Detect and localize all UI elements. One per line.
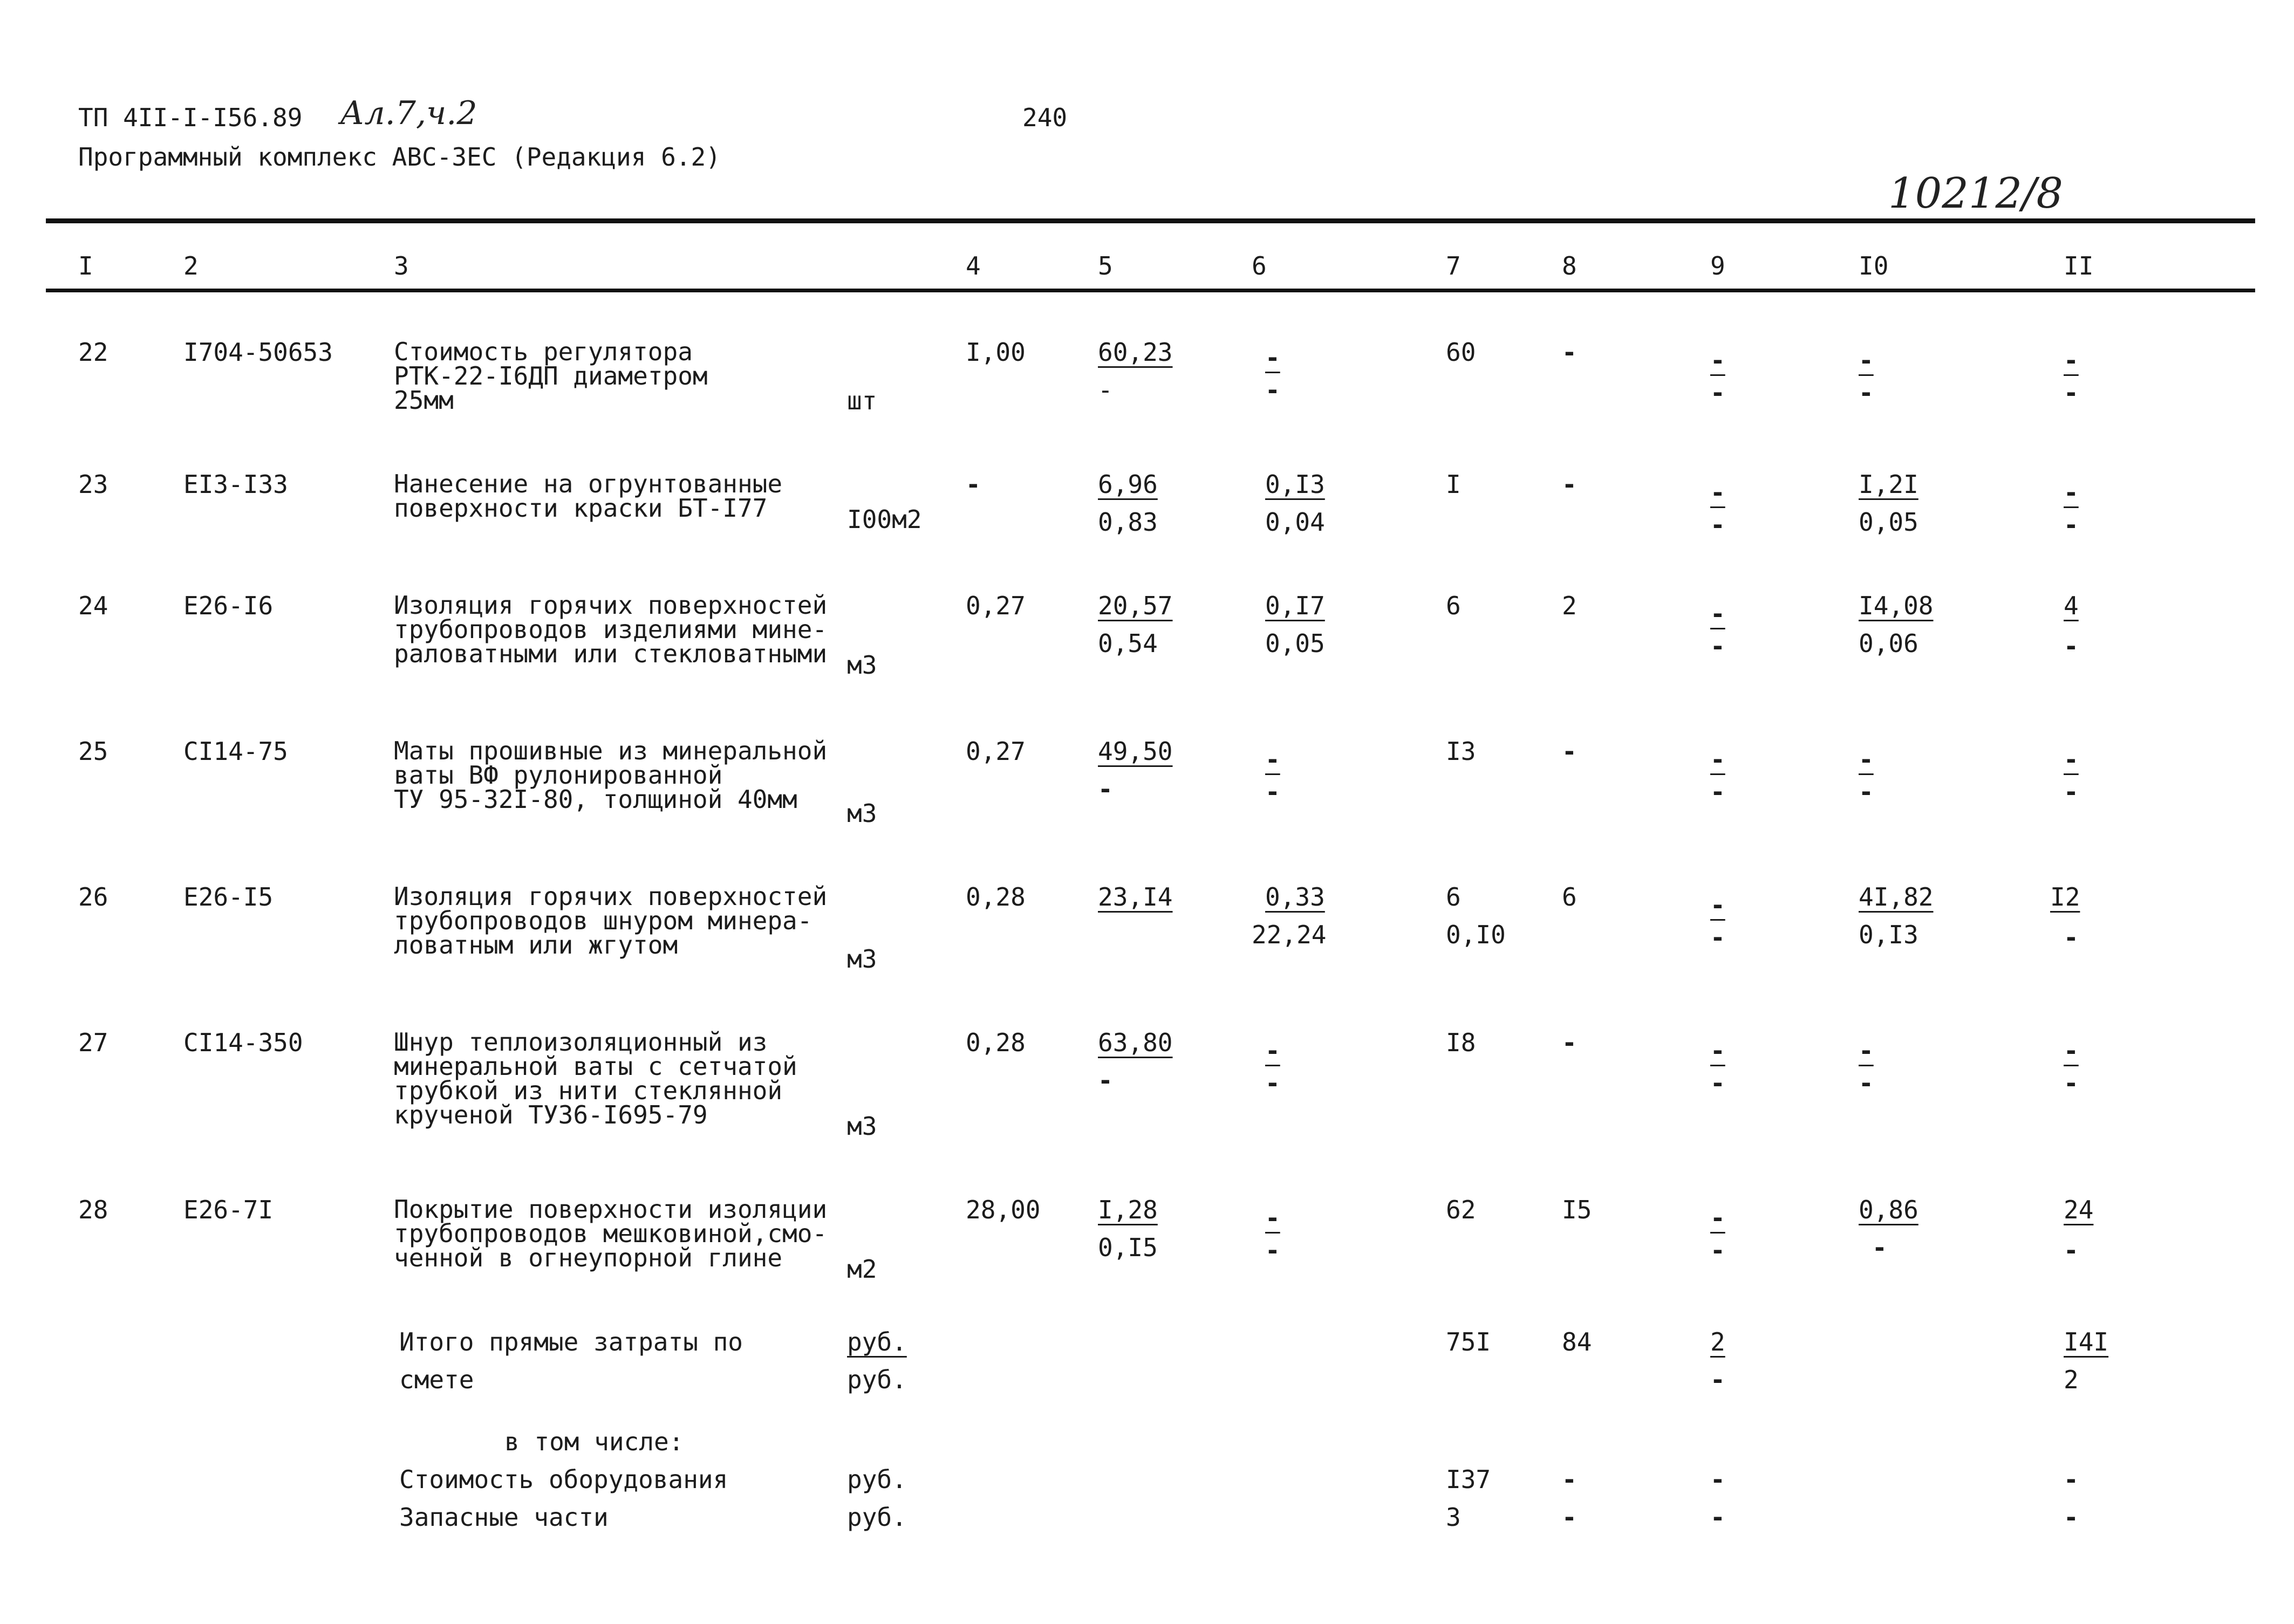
col8-value: 2 [1562, 591, 1577, 620]
col9-lower: - [1710, 510, 1725, 539]
col9-upper: - [1710, 1036, 1725, 1065]
col9-lower: - [1710, 378, 1725, 407]
totals-col9-lower: - [1710, 1365, 1725, 1394]
col6-lower: 0,04 [1265, 508, 1325, 537]
col6-lower: 22,24 [1252, 920, 1327, 949]
col11-upper: 4 [2064, 591, 2079, 620]
col9-lower: - [1710, 777, 1725, 806]
col8-value: - [1562, 470, 1577, 499]
description-line: Изоляция горячих поверхностей [394, 591, 828, 620]
spare-parts-col9: - [1710, 1503, 1725, 1532]
description-line: 25мм [394, 386, 454, 415]
row-code: EI3-I33 [183, 470, 288, 499]
spare-parts-col11: - [2064, 1503, 2079, 1532]
col8-value: 6 [1562, 882, 1577, 912]
equipment-cost-col11: - [2064, 1465, 2079, 1494]
description-line: трубопроводов изделиями мине- [394, 615, 828, 644]
row-description [394, 1197, 827, 1270]
row-unit: шт [847, 386, 877, 415]
col5-lower: 0,I5 [1098, 1233, 1158, 1262]
row-number: 22 [78, 338, 108, 367]
equipment-cost-col9: - [1710, 1465, 1725, 1494]
col6-lower: - [1265, 1236, 1280, 1265]
totals-label-line1: Итого прямые затраты по [399, 1327, 743, 1356]
col5-lower: 0,54 [1098, 629, 1158, 658]
col8-value: - [1562, 338, 1577, 367]
row-code: E26-I5 [183, 882, 274, 912]
col-header-9: 9 [1710, 251, 1725, 280]
row-quantity: 28,00 [966, 1195, 1041, 1224]
row-unit: м3 [847, 1112, 877, 1141]
col11-upper: - [2064, 346, 2079, 375]
row-number: 24 [78, 591, 108, 620]
page-number: 240 [1022, 103, 1068, 132]
col10-lower: - [1859, 777, 1874, 806]
col11-lower: - [2064, 1068, 2079, 1098]
col10-lower: 0,06 [1859, 629, 1919, 658]
spare-parts-col8: - [1562, 1503, 1577, 1532]
description-line: минеральной ваты с сетчатой [394, 1052, 797, 1081]
col9-lower: - [1710, 632, 1725, 661]
col8-value: - [1562, 1028, 1577, 1057]
col-header-5: 5 [1098, 251, 1113, 280]
col-header-11: II [2064, 251, 2094, 280]
col6-upper: - [1265, 343, 1280, 372]
header-top-rule [46, 218, 2255, 223]
totals-col9-upper: 2 [1710, 1327, 1725, 1356]
col6-upper: 0,I3 [1265, 470, 1325, 499]
row-quantity: 0,28 [966, 1028, 1026, 1057]
col6-lower: - [1265, 375, 1280, 405]
col6-lower: 0,05 [1265, 629, 1325, 658]
col-header-3: 3 [394, 251, 409, 280]
col10-upper: I4,08 [1859, 591, 1934, 620]
handwritten-stamp: 10212/8 [1888, 169, 2064, 218]
row-unit: м3 [847, 650, 877, 680]
description-line: ваты ВФ рулонированной [394, 760, 723, 790]
description-line: ТУ 95-32I-80, толщиной 40мм [394, 785, 797, 814]
col6-upper: - [1265, 1036, 1280, 1065]
col10-lower: 0,05 [1859, 508, 1919, 537]
col10-lower: - [1859, 1068, 1874, 1098]
description-line: ченной в огнеупорной глине [394, 1243, 783, 1272]
totals-col11-upper: I4I [2064, 1327, 2109, 1356]
row-description [394, 882, 828, 960]
col5-upper: 49,50 [1098, 737, 1173, 766]
col10-lower: - [1859, 378, 1874, 407]
album-handwritten-note: Ал.7,ч.2 [340, 94, 477, 132]
row-description [394, 469, 783, 523]
equipment-cost-col8: - [1562, 1465, 1577, 1494]
row-description [394, 736, 828, 814]
col5-upper: 23,I4 [1098, 882, 1173, 912]
row-number: 26 [78, 882, 108, 912]
col11-upper: 24 [2064, 1195, 2094, 1224]
row-quantity: I,00 [966, 338, 1026, 367]
col10-lower: 0,I3 [1859, 920, 1919, 949]
totals-col11-lower: 2 [2064, 1365, 2079, 1394]
col6-upper: 0,I7 [1265, 591, 1325, 620]
col6-lower: - [1265, 1068, 1280, 1098]
col9-upper: - [1710, 890, 1725, 920]
row-code: E26-7I [183, 1195, 274, 1224]
col11-upper: I2 [2050, 882, 2080, 912]
row-description [394, 337, 708, 415]
col5-lower: - [1098, 1066, 1113, 1095]
totals-col7: 75I [1446, 1327, 1491, 1356]
col7-upper: 6 [1446, 882, 1461, 912]
description-line: трубопроводов шнуром минера- [394, 906, 813, 935]
col11-lower: - [2064, 378, 2079, 407]
col10-upper: - [1859, 745, 1874, 774]
col9-upper: - [1710, 599, 1725, 628]
row-code: CI14-75 [183, 737, 288, 766]
col9-upper: - [1710, 346, 1725, 375]
header-bottom-rule [46, 289, 2255, 292]
row-number: 27 [78, 1028, 108, 1057]
col6-lower: - [1265, 777, 1280, 806]
equipment-cost-col7: I37 [1446, 1465, 1491, 1494]
col5-upper: 60,23 [1098, 338, 1173, 367]
row-code: I704-50653 [183, 338, 333, 367]
col7-value: 60 [1446, 338, 1476, 367]
col11-lower: - [2064, 1236, 2079, 1265]
col9-upper: - [1710, 478, 1725, 507]
col9-lower: - [1710, 1068, 1725, 1098]
row-quantity: 0,27 [966, 737, 1026, 766]
description-line: поверхности краски БТ-I77 [394, 494, 768, 523]
row-description [394, 1027, 797, 1129]
row-description [394, 593, 827, 666]
col6-upper: - [1265, 745, 1280, 774]
description-line: Изоляция горячих поверхностей [394, 882, 828, 911]
equipment-cost-unit: руб. [847, 1465, 907, 1494]
col10-upper: - [1859, 1036, 1874, 1065]
col10-upper: I,2I [1859, 470, 1919, 499]
col7-lower: 0,I0 [1446, 920, 1506, 949]
description-line: Маты прошивные из минеральной [394, 736, 828, 765]
col5-upper: I,28 [1098, 1195, 1158, 1224]
col5-upper: 20,57 [1098, 591, 1173, 620]
col10-upper: 0,86 [1859, 1195, 1919, 1224]
row-quantity: - [966, 470, 981, 499]
col-header-10: I0 [1859, 251, 1889, 280]
spare-parts-label: Запасные части [399, 1503, 609, 1532]
description-line: трубкой из нити стеклянной [394, 1076, 783, 1105]
row-unit: м3 [847, 944, 877, 974]
col6-upper: - [1265, 1203, 1280, 1232]
description-line: ловатным или жгутом [394, 930, 678, 960]
row-number: 25 [78, 737, 108, 766]
row-code: E26-I6 [183, 591, 274, 620]
col-header-2: 2 [183, 251, 199, 280]
col8-value: I5 [1562, 1195, 1592, 1224]
col-header-4: 4 [966, 251, 981, 280]
row-quantity: 0,27 [966, 591, 1026, 620]
col5-upper: 6,96 [1098, 470, 1158, 499]
col-header-6: 6 [1252, 251, 1267, 280]
col10-upper: - [1859, 346, 1874, 375]
including-label: в том числе: [504, 1427, 684, 1456]
col9-lower: - [1710, 923, 1725, 952]
col11-lower: - [2064, 923, 2079, 952]
col5-lower: - [1098, 375, 1113, 405]
col10-lower: - [1872, 1233, 1887, 1262]
description-line: Шнур теплоизоляционный из [394, 1027, 768, 1057]
row-quantity: 0,28 [966, 882, 1026, 912]
col-header-8: 8 [1562, 251, 1577, 280]
equipment-cost-label: Стоимость оборудования [399, 1465, 728, 1494]
col9-upper: - [1710, 1203, 1725, 1232]
software-caption: Программный комплекс АВС-ЗЕС (Редакция 6.2) [78, 142, 721, 172]
description-line: Покрытие поверхности изоляции [394, 1195, 828, 1224]
row-unit: I00м2 [847, 505, 922, 534]
col7-value: I [1446, 470, 1461, 499]
totals-unit-2: руб. [847, 1365, 907, 1394]
col7-value: I8 [1446, 1028, 1476, 1057]
description-line: раловатными или стекловатными [394, 639, 828, 668]
description-line: крученой ТУ36-I695-79 [394, 1100, 708, 1129]
col7-value: 6 [1446, 591, 1461, 620]
col6-upper: 0,33 [1265, 882, 1325, 912]
row-number: 28 [78, 1195, 108, 1224]
col9-lower: - [1710, 1236, 1725, 1265]
col11-lower: - [2064, 632, 2079, 661]
col-header-7: 7 [1446, 251, 1461, 280]
spare-parts-col7: 3 [1446, 1503, 1461, 1532]
totals-unit-1: руб. [847, 1327, 907, 1356]
col5-lower: - [1098, 775, 1113, 804]
col11-lower: - [2064, 510, 2079, 539]
spare-parts-unit: руб. [847, 1503, 907, 1532]
totals-col8: 84 [1562, 1327, 1592, 1356]
col-header-1: I [78, 251, 93, 280]
row-unit: м3 [847, 799, 877, 828]
col11-upper: - [2064, 745, 2079, 774]
description-line: Нанесение на огрунтованные [394, 469, 783, 498]
description-line: Стоимость регулятора [394, 337, 693, 366]
col11-upper: - [2064, 1036, 2079, 1065]
col11-upper: - [2064, 478, 2079, 507]
row-unit: м2 [847, 1255, 877, 1284]
col5-upper: 63,80 [1098, 1028, 1173, 1057]
col10-upper: 4I,82 [1859, 882, 1934, 912]
totals-label-line2: смете [399, 1365, 474, 1394]
col11-lower: - [2064, 777, 2079, 806]
col7-value: I3 [1446, 737, 1476, 766]
row-number: 23 [78, 470, 108, 499]
document-id: ТП 4II-I-I56.89 [78, 103, 303, 132]
col7-value: 62 [1446, 1195, 1476, 1224]
description-line: трубопроводов мешковиной,смо- [394, 1219, 828, 1248]
description-line: РТК-22-I6ДП диаметром [394, 361, 708, 390]
col9-upper: - [1710, 745, 1725, 774]
col8-value: - [1562, 737, 1577, 766]
col5-lower: 0,83 [1098, 508, 1158, 537]
row-code: CI14-350 [183, 1028, 303, 1057]
